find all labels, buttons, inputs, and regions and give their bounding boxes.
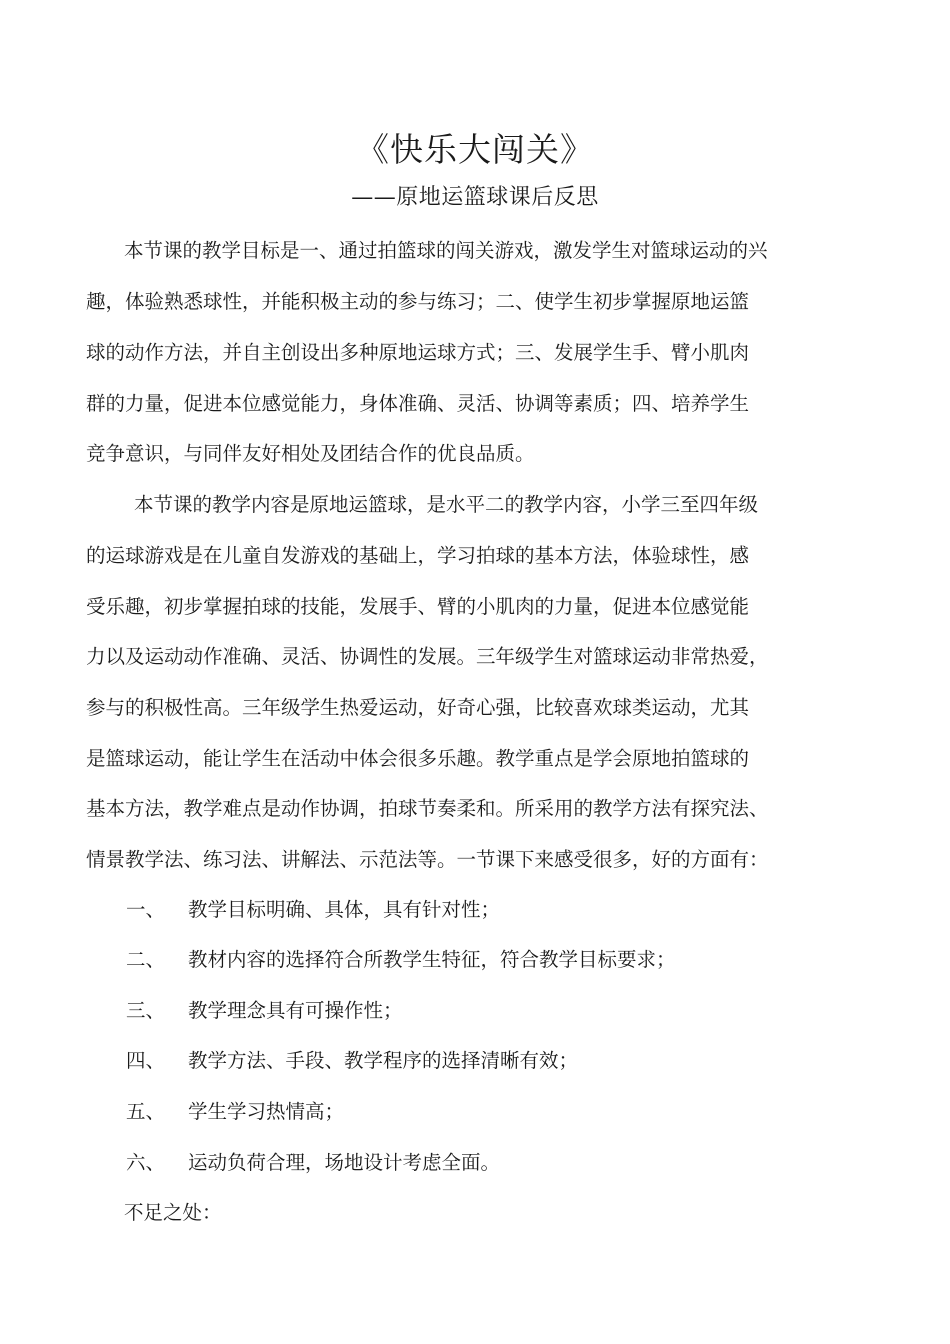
list-item-number: 五、 [126,1100,166,1123]
paragraph-line: 本节课的教学目标是一、通过拍篮球的闯关游戏，激发学生对篮球运动的兴 [124,239,768,262]
paragraph-line: 情景教学法、练习法、讲解法、示范法等。一节课下来感受很多，好的方面有： [86,848,769,871]
paragraph-line: 是篮球运动，能让学生在活动中体会很多乐趣。教学重点是学会原地拍篮球的 [86,747,750,770]
list-item-text: 学生学习热情高； [188,1100,345,1123]
paragraph-line: 趣，体验熟悉球性，并能积极主动的参与练习；二、使学生初步掌握原地运篮 [86,290,750,313]
list-item-text: 教学方法、手段、教学程序的选择清晰有效； [188,1049,579,1072]
paragraph-line: 竞争意识，与同伴友好相处及团结合作的优良品质。 [86,442,535,465]
list-item-text: 教学理念具有可操作性； [188,999,403,1022]
paragraph-line: 本节课的教学内容是原地运篮球，是水平二的教学内容，小学三至四年级 [134,493,759,516]
paragraph-line: 受乐趣，初步掌握拍球的技能，发展手、臂的小肌肉的力量，促进本位感觉能 [86,595,750,618]
paragraph-line: 球的动作方法，并自主创设出多种原地运球方式；三、发展学生手、臂小肌肉 [86,341,750,364]
document-title: 《快乐大闯关》 [356,130,594,169]
document-subtitle: ——原地运篮球课后反思 [351,185,599,210]
list-item-number: 一、 [126,898,166,921]
list-item-text: 教材内容的选择符合所教学生特征，符合教学目标要求； [188,948,676,971]
paragraph-line: 力以及运动动作准确、灵活、协调性的发展。三年级学生对篮球运动非常热爱， [86,645,769,668]
paragraph-line: 群的力量，促进本位感觉能力，身体准确、灵活、协调等素质；四、培养学生 [86,392,750,415]
closing-heading: 不足之处： [124,1201,222,1224]
list-item-number: 三、 [126,999,166,1022]
paragraph-line: 参与的积极性高。三年级学生热爱运动，好奇心强，比较喜欢球类运动，尤其 [86,696,750,719]
list-item-number: 二、 [126,948,166,971]
list-item-number: 六、 [126,1151,166,1174]
list-item-number: 四、 [126,1049,166,1072]
list-item-text: 教学目标明确、具体，具有针对性； [188,898,501,921]
paragraph-line: 基本方法，教学难点是动作协调，拍球节奏柔和。所采用的教学方法有探究法、 [86,797,769,820]
paragraph-line: 的运球游戏是在儿童自发游戏的基础上，学习拍球的基本方法，体验球性，感 [86,544,750,567]
list-item-text: 运动负荷合理，场地设计考虑全面。 [188,1151,501,1174]
